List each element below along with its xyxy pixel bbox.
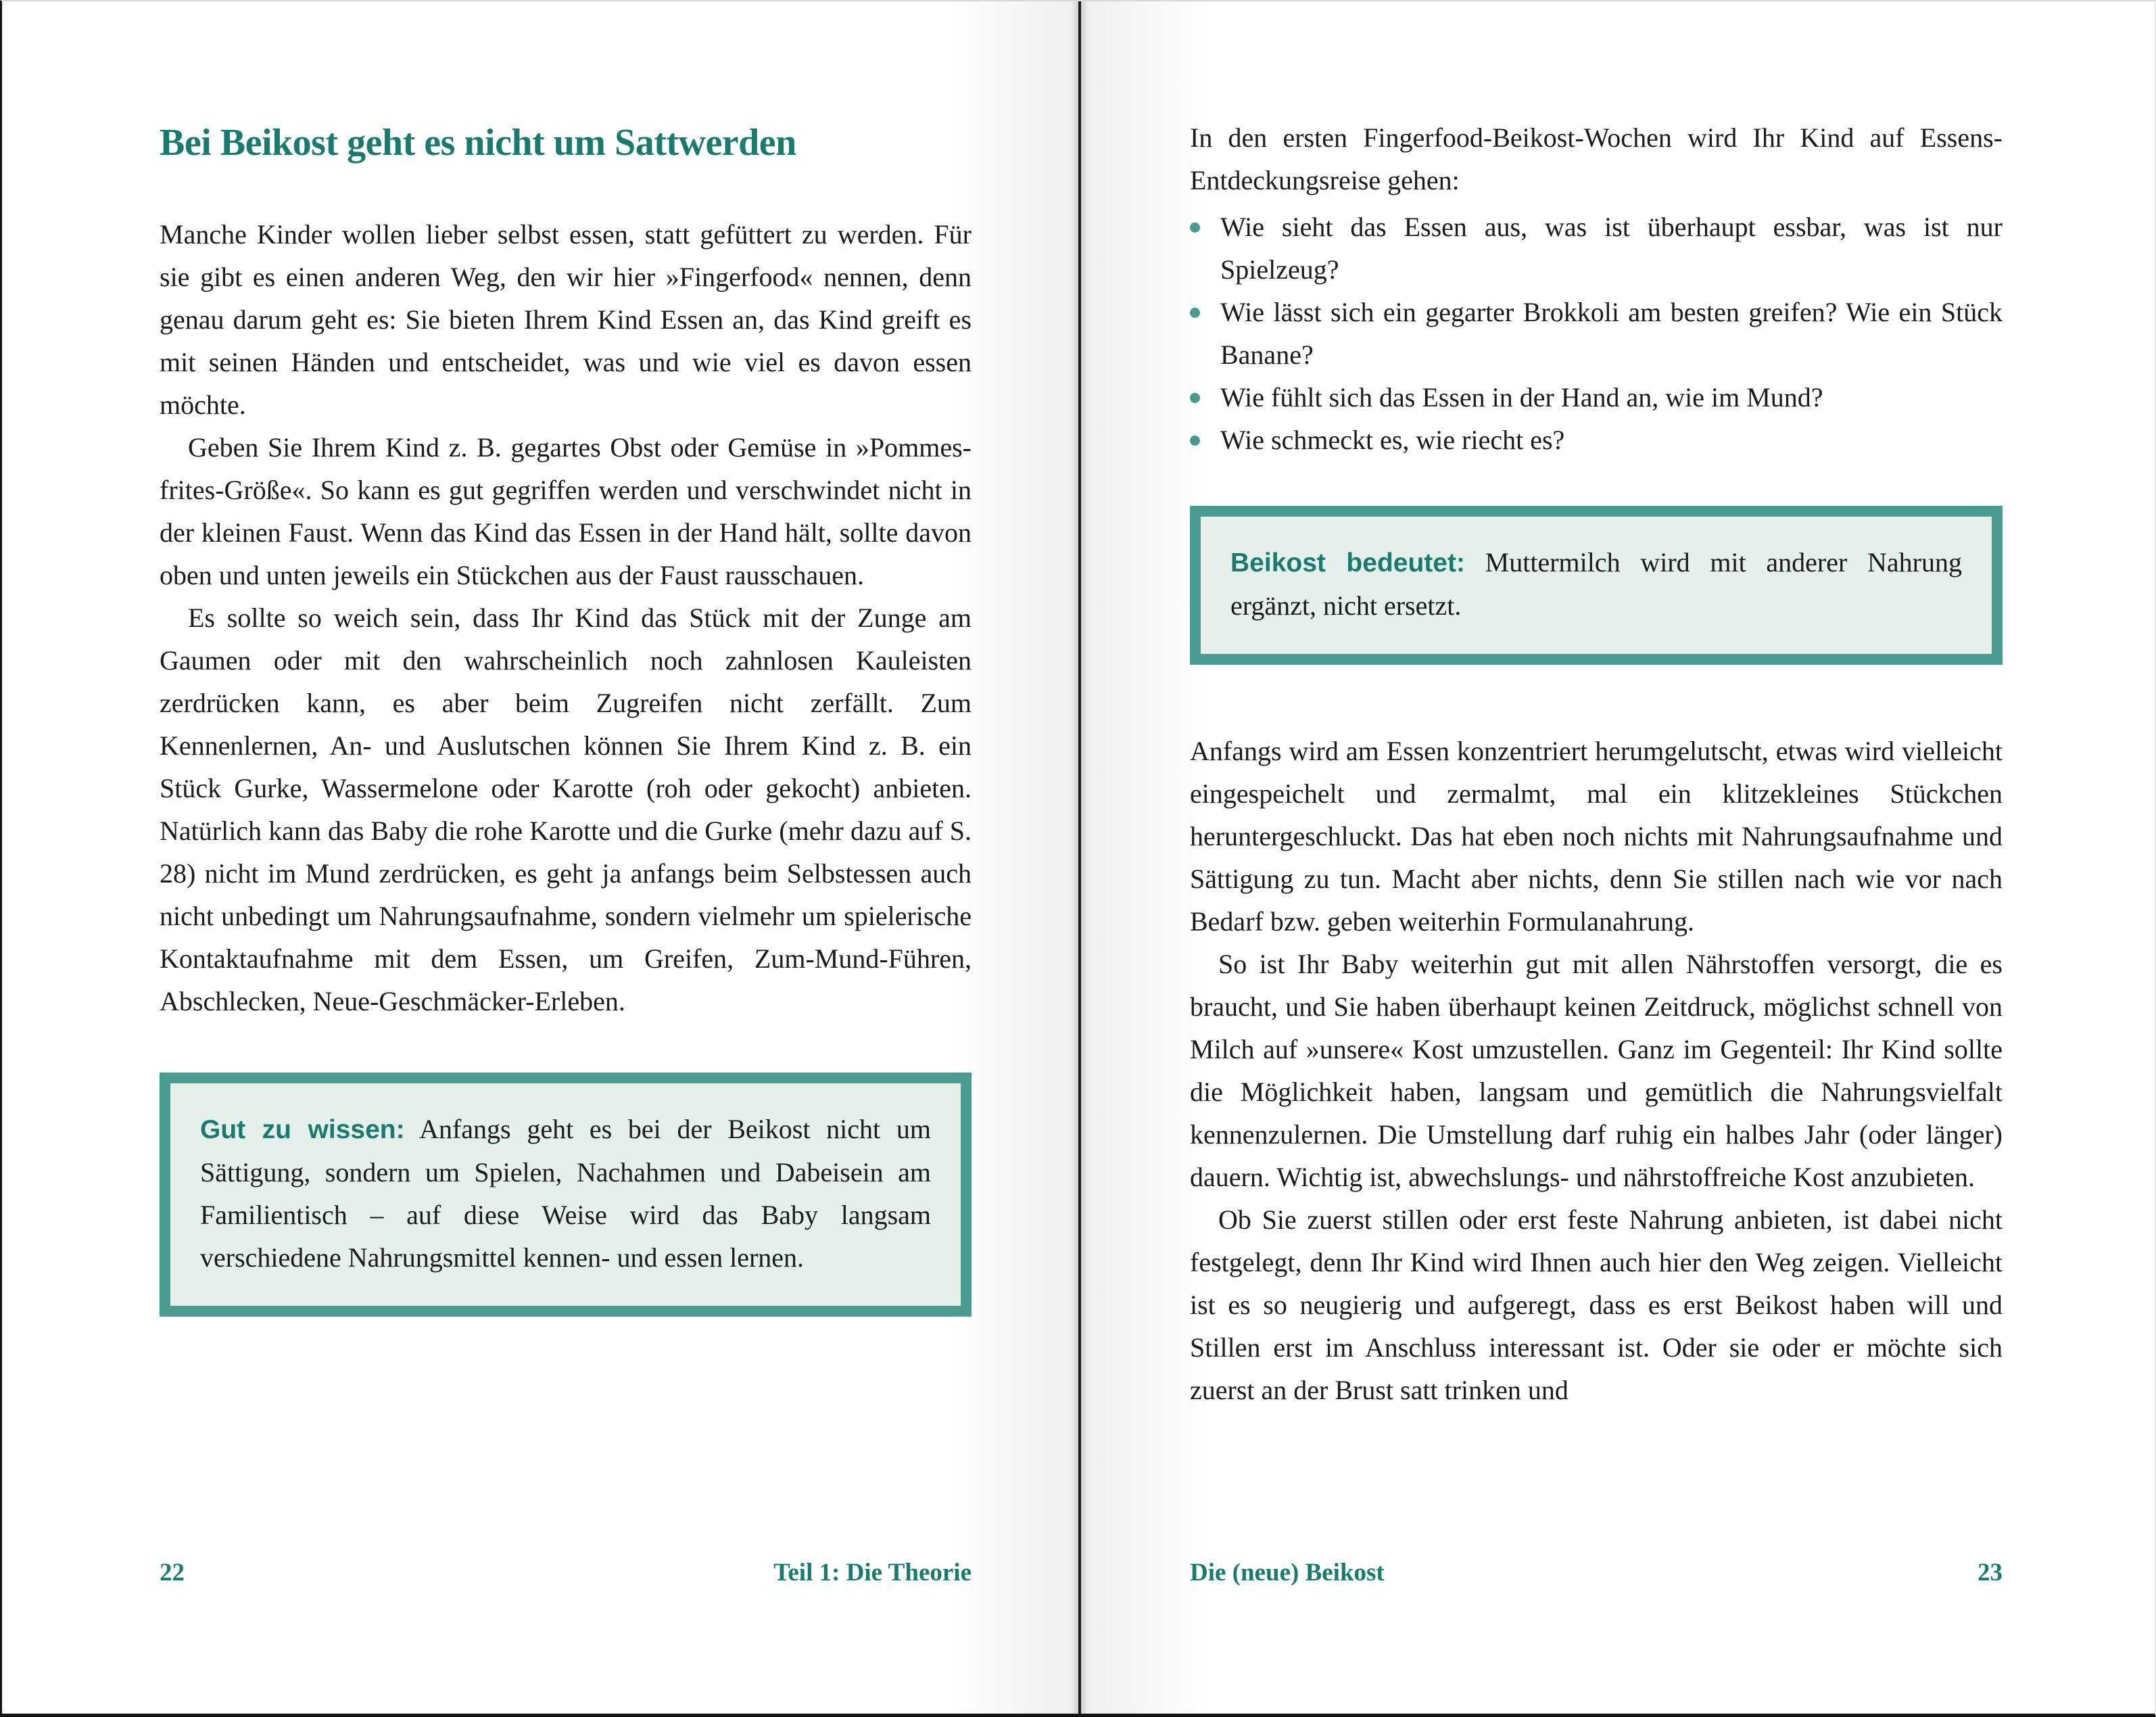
list-item (1190, 419, 2003, 461)
info-box-text: Anfangs geht es bei der Beikost nicht um Sättigung, sondern um Spielen, Nachahmen und Dabeisein am Familientisch – auf diese Weise wird das Baby langsam verschiedene Nahrungsmittel kennen- und essen lernen. (200, 1113, 931, 1273)
page-footer (160, 1558, 972, 1587)
running-head: Teil 1: Die Theorie (773, 1559, 972, 1586)
list-item-text: Wie schmeckt es, wie riecht es? (1220, 425, 1565, 455)
page-right (1081, 1, 2156, 1714)
page-left (2, 1, 1078, 1714)
info-box-label: Gut zu wissen: (200, 1114, 405, 1144)
bullet-list (1190, 206, 2003, 461)
page-footer (1190, 1558, 2003, 1587)
running-head: Die (neue) Beikost (1190, 1559, 1385, 1586)
paragraph: So ist Ihr Baby weiterhin gut mit allen Nährstoffen versorgt, die es braucht, und Sie haben überhaupt keinen Zeitdruck, möglichst schnell von Milch auf »unsere« Kost umzustellen. Ganz im Gegenteil: Ihr Kind sollte die Möglichkeit haben, langsam und gemütlich die Nahrungsvielfalt kennenzulernen. Die Umstellung darf ruhig ein halbes Jahr (oder länger) dauern. Wichtig ist, abwechslungs- und nährstoffreiche Kost anzubieten. (1190, 949, 2003, 1192)
info-box-gut-zu-wissen (160, 1073, 972, 1317)
bullet-dot-icon (1190, 393, 1200, 403)
paragraph: Ob Sie zuerst stillen oder erst feste Nahrung anbieten, ist dabei nicht festgelegt, denn Ihr Kind wird Ihnen auch hier den Weg zeigen. Vielleicht ist es so neugierig und aufgeregt, dass es erst Beikost haben will und Stillen erst im Anschluss interessant ist. Oder sie oder er möchte sich zuerst an der Brust satt trinken und (1190, 1204, 2003, 1405)
page-number: 22 (160, 1559, 185, 1586)
list-item (1190, 376, 2003, 419)
info-box-label: Beikost bedeutet: (1230, 548, 1465, 578)
bullet-dot-icon (1190, 436, 1200, 446)
bullet-dot-icon (1190, 222, 1200, 233)
list-item-text: Wie sieht das Essen aus, was ist überhaupt essbar, was ist nur Spielzeug? (1220, 212, 2003, 285)
list-item (1190, 206, 2003, 291)
paragraph: Geben Sie Ihrem Kind z. B. gegartes Obst oder Gemüse in »Pommes-frites-Größe«. So kann es gut gegriffen werden und verschwindet nicht in der kleinen Faust. Wenn das Kind das Essen in der Hand hält, sollte davon oben und unten jeweils ein Stückchen aus der Faust rausschauen. (160, 431, 972, 590)
paragraph: Es sollte so weich sein, dass Ihr Kind das Stück mit der Zunge am Gaumen oder mit den wahrscheinlich noch zahnlosen Kauleisten zerdrücken kann, es aber beim Zugreifen nicht zerfällt. Zum Kennenlernen, An- und Auslutschen können Sie Ihrem Kind z. B. ein Stück Gurke, Wassermelone oder Karotte (roh oder gekocht) anbieten. Natürlich kann das Baby die rohe Karotte und die Gurke (mehr dazu auf S. 28) nicht im Mund zerdrücken, es geht ja anfangs beim Selbstessen auch nicht unbedingt um Nahrungsaufnahme, sondern vielmehr um spielerische Kontaktaufnahme mit dem Essen, um Greifen, Zum-Mund-Führen, Abschlecken, Neue-Geschmäcker-Erleben. (160, 602, 972, 1016)
info-box-text: Muttermilch wird mit anderer Nahrung ergänzt, nicht ersetzt. (1230, 547, 1963, 621)
paragraph: In den ersten Fingerfood-Beikost-Wochen wird Ihr Kind auf Essens-Entdeckungsreise gehen: (1190, 122, 2003, 195)
page-left-content (160, 1, 972, 1317)
page-right-content (1190, 1, 2003, 1411)
list-item-text: Wie fühlt sich das Essen in der Hand an, wie im Mund? (1220, 382, 1823, 413)
list-item (1190, 291, 2003, 376)
page-number: 23 (1978, 1559, 2003, 1586)
paragraph: Anfangs wird am Essen konzentriert herumgelutscht, etwas wird vielleicht eingespeichelt und zermalmt, mal ein klitzekleines Stückchen heruntergeschluckt. Das hat eben noch nichts mit Nahrungsaufnahme und Sättigung zu tun. Macht aber nichts, denn Sie stillen nach wie vor nach Bedarf bzw. geben weiterhin Formulanahrung. (1190, 736, 2003, 937)
list-item-text: Wie lässt sich ein gegarter Brokkoli am besten greifen? Wie ein Stück Banane? (1220, 297, 2003, 370)
paragraph: Manche Kinder wollen lieber selbst essen, statt gefüttert zu werden. Für sie gibt es einen anderen Weg, den wir hier »Fingerfood« nennen, denn genau darum geht es: Sie bieten Ihrem Kind Essen an, das Kind greift es mit seinen Händen und entscheidet, was und wie viel es davon essen möchte. (160, 218, 972, 420)
info-box-beikost-bedeutet (1190, 506, 2003, 665)
page-title: Bei Beikost geht es nicht um Sattwerden (160, 122, 796, 164)
bullet-dot-icon (1190, 308, 1200, 318)
